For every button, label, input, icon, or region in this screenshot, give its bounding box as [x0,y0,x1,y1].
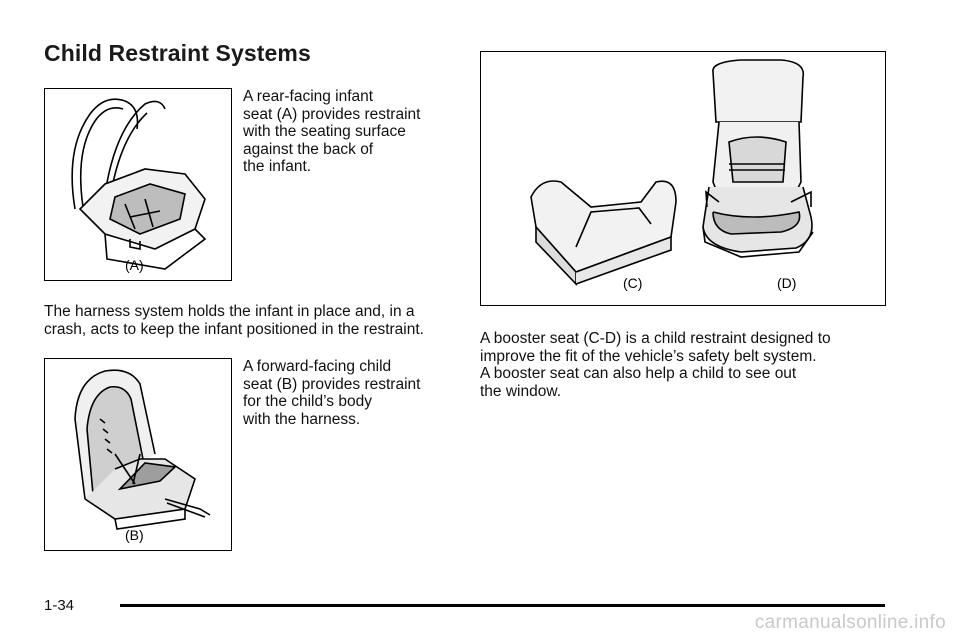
figure-b-child-seat [44,358,232,551]
forward-facing-text: A forward-facing child seat (B) provides restraint for the child’s body with the harness. [243,358,421,428]
booster-text: A booster seat (C-D) is a child restraint designed to improve the fit of the vehicle’s safety belt system. A booster seat can also help a child to see out the window. [480,330,831,400]
figure-a-label: (A) [125,257,144,273]
figure-b-label: (B) [125,527,144,543]
booster-seats-illustration [481,52,884,304]
footer-rule [120,604,885,607]
rear-facing-text: A rear-facing infant seat (A) provides restraint with the seating surface against the back of the infant. [243,88,421,176]
figure-c-label: (C) [623,275,643,291]
harness-text: The harness system holds the infant in place and, in a crash, acts to keep the infant positioned in the restraint. [44,303,424,338]
watermark: carmanualsonline.info [754,612,946,633]
infant-seat-illustration [45,89,230,279]
figure-d-label: (D) [777,275,797,291]
figure-cd-booster-seats [480,51,886,306]
figure-a-infant-seat [44,88,232,281]
page-title: Child Restraint Systems [44,40,311,66]
page-number: 1-34 [44,597,75,614]
child-seat-illustration [45,359,230,549]
